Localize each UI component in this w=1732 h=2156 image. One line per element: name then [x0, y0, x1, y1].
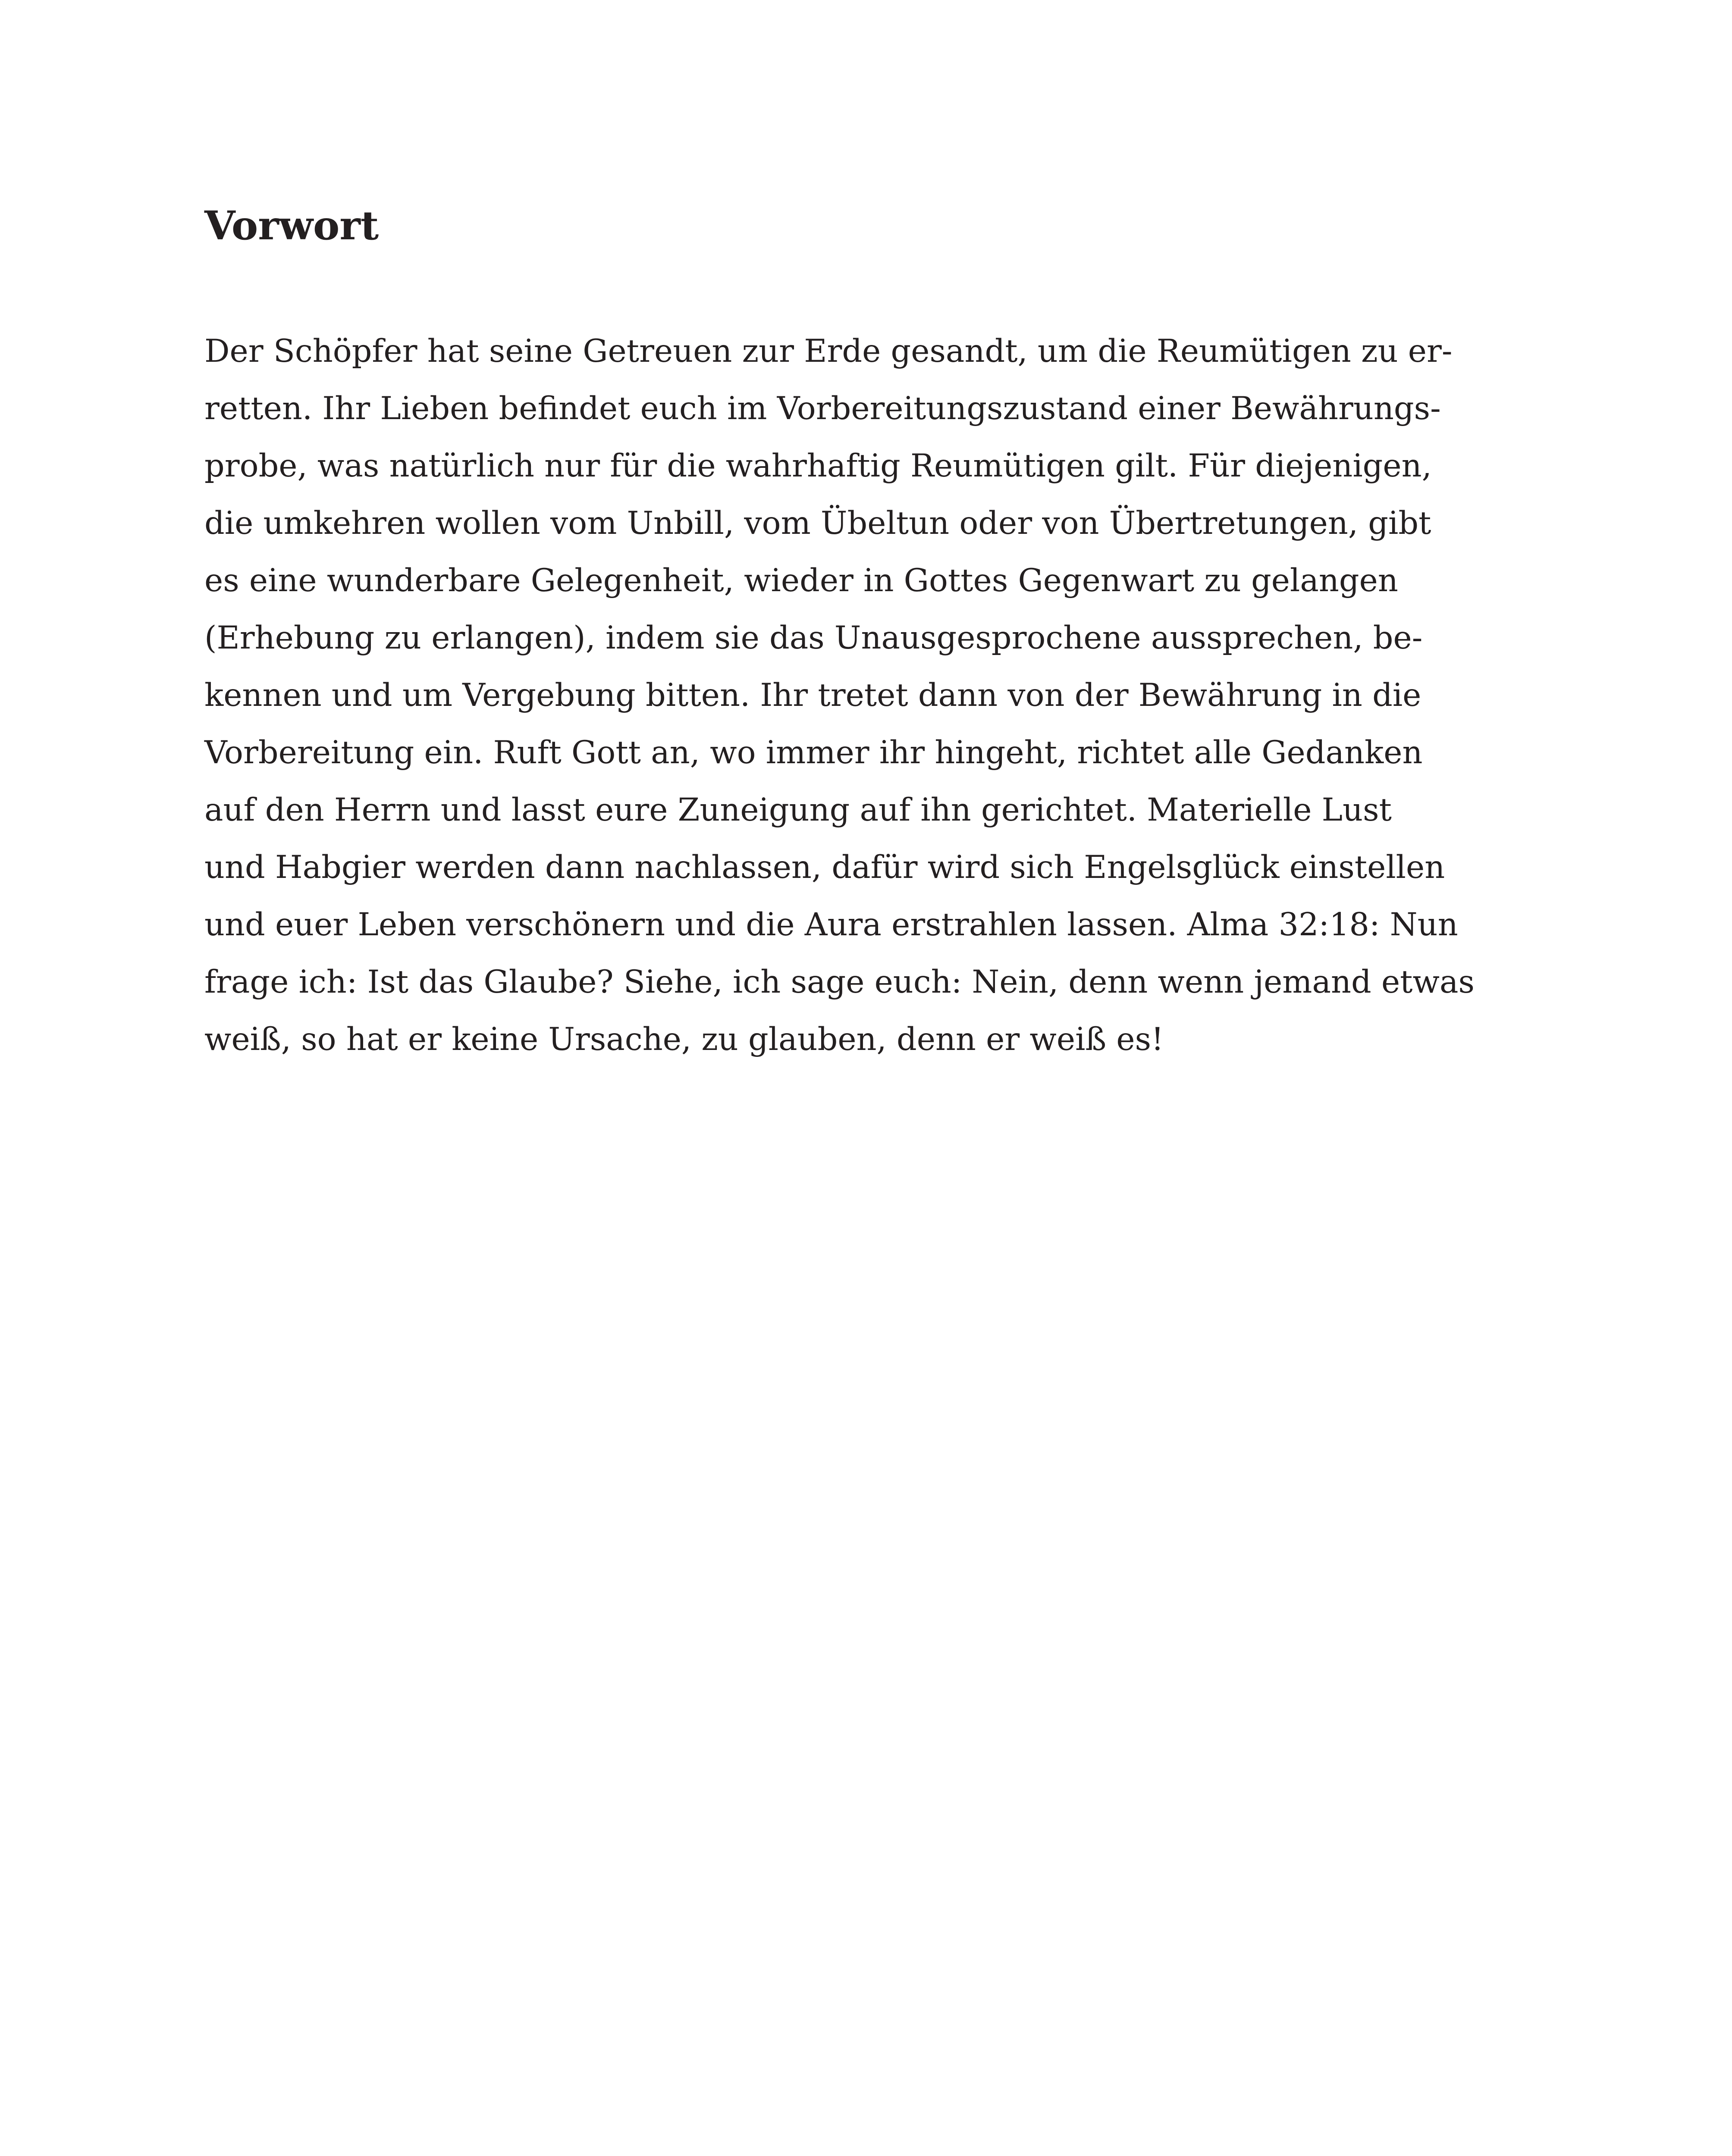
- paragraph-line: und euer Leben verschönern und die Aura erstrahlen lassen. Alma 32:18: Nun: [204, 906, 1458, 943]
- paragraph-line: kennen und um Vergebung bitten. Ihr tretet dann von der Bewährung in die: [204, 677, 1421, 714]
- paragraph-line: die umkehren wollen vom Unbill, vom Übeltun oder von Übertretungen, gibt: [204, 505, 1431, 542]
- page-title: Vorwort: [204, 202, 379, 249]
- paragraph-line: es eine wunderbare Gelegenheit, wieder in Gottes Gegenwart zu gelangen: [204, 562, 1398, 599]
- paragraph-line: frage ich: Ist das Glaube? Siehe, ich sage euch: Nein, denn wenn jemand etwas: [204, 964, 1475, 1000]
- paragraph-line: probe, was natürlich nur für die wahrhaftig Reumütigen gilt. Für diejenigen,: [204, 448, 1432, 484]
- paragraph-line: (Erhebung zu erlangen), indem sie das Unausgesprochene aussprechen, be-: [204, 620, 1423, 656]
- paragraph-line: Vorbereitung ein. Ruft Gott an, wo immer ihr hingeht, richtet alle Gedanken: [204, 734, 1423, 771]
- paragraph-line: auf den Herrn und lasst eure Zuneigung auf ihn gerichtet. Materielle Lust: [204, 792, 1392, 828]
- paragraph-line: und Habgier werden dann nachlassen, dafür wird sich Engelsglück einstellen: [204, 849, 1445, 886]
- body-paragraph: [204, 323, 1550, 1068]
- paragraph-line: weiß, so hat er keine Ursache, zu glauben, denn er weiß es!: [204, 1021, 1164, 1058]
- paragraph-line: retten. Ihr Lieben befindet euch im Vorbereitungszustand einer Bewährungs-: [204, 390, 1441, 427]
- paragraph-line: Der Schöpfer hat seine Getreuen zur Erde gesandt, um die Reumütigen zu er-: [204, 333, 1453, 370]
